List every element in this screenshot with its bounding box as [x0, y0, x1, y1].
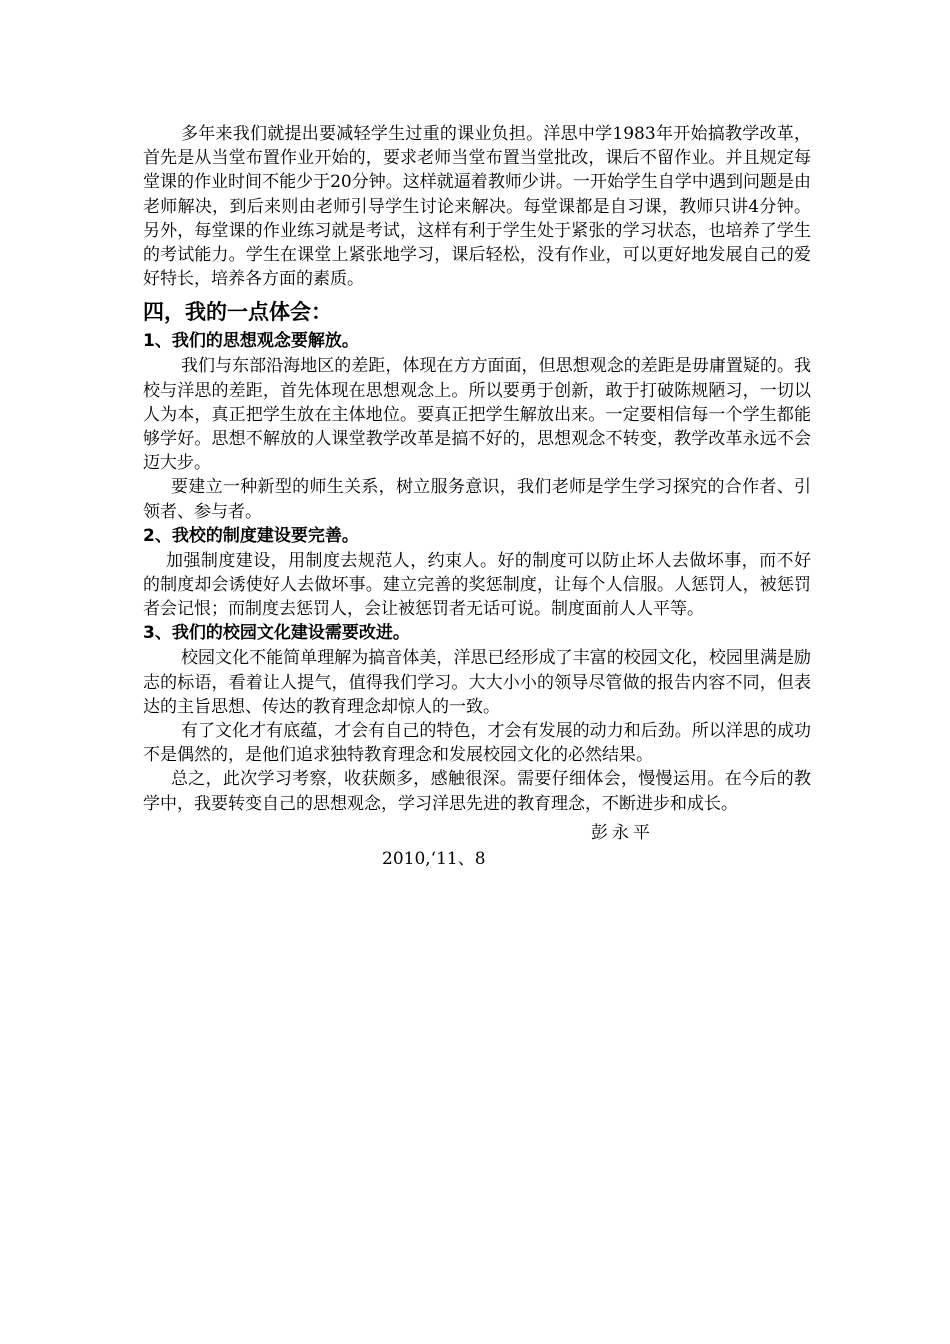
section-4-heading: 四，我的一点体会：: [143, 300, 332, 325]
point-1-paragraph-1: 我们与东部沿海地区的差距，体现在方方面面，但思想观念的差距是毋庸置疑的。我校与洋思的差距，首先体现在思想观念上。所以要勇于创新，敢于打破陈规陋习，一切以人为本，真正把学生放在主体地位。要真正把学生解放出来。一定要相信每一个学生都能够学好。思想不解放的人课堂教学改革是搞不好的，思想观念不转变，教学改革永远不会迈大步。: [143, 356, 811, 474]
point-1-paragraph-2: 要建立一种新型的师生关系，树立服务意识，我们老师是学生学习探究的合作者、引领者、参与者。: [143, 477, 811, 522]
point-3-paragraph-2: 有了文化才有底蕴，才会有自己的特色，才会有发展的动力和后劲。所以洋思的成功不是偶然的，是他们追求独特教育理念和发展校园文化的必然结果。: [143, 721, 811, 766]
intro-paragraph: 多年来我们就提出要减轻学生过重的课业负担。洋思中学1983年开始搞教学改革，首先是从当堂布置作业开始的，要求老师当堂布置当堂批改，课后不留作业。并且规定每堂课的作业时间不能少于20分钟。这样就逼着教师少讲。一开始学生自学中遇到问题是由老师解决，到后来则由老师引导学生讨论来解决。每堂课都是自习课，教师只讲4分钟。另外，每堂课的作业练习就是考试，这样有利于学生处于紧张的学习状态，也培养了学生的考试能力。学生在课堂上紧张地学习，课后轻松，没有作业，可以更好地发展自己的爱好特长，培养各方面的素质。: [143, 124, 811, 290]
document-date: 2010,‘11、8: [382, 848, 486, 869]
conclusion-paragraph: 总之，此次学习考察，收获颇多，感触很深。需要仔细体会，慢慢运用。在今后的教学中，我要转变自己的思想观念，学习洋思先进的教育理念，不断进步和成长。: [143, 769, 811, 814]
point-1-heading: 1、我们的思想观念要解放。: [143, 331, 359, 352]
document-page: [143, 122, 811, 872]
point-3-paragraph-1: 校园文化不能简单理解为搞音体美，洋思已经形成了丰富的校园文化，校园里满是励志的标语，看着让人提气，值得我们学习。大大小小的领导尽管做的报告内容不同，但表达的主旨思想、传达的教育理念却惊人的一致。: [143, 648, 811, 717]
point-2-heading: 2、我校的制度建设要完善。: [143, 525, 359, 546]
point-3-heading: 3、我们的校园文化建设需要改进。: [143, 623, 410, 644]
point-2-paragraph-1: 加强制度建设，用制度去规范人，约束人。好的制度可以防止坏人去做坏事，而不好的制度却会诱使好人去做坏事。建立完善的奖惩制度，让每个人信服。人惩罚人，被惩罚者会记恨；而制度去惩罚人，会让被惩罚者无话可说。制度面前人人平等。: [143, 550, 811, 620]
author-signature: 彭永平: [591, 822, 654, 843]
